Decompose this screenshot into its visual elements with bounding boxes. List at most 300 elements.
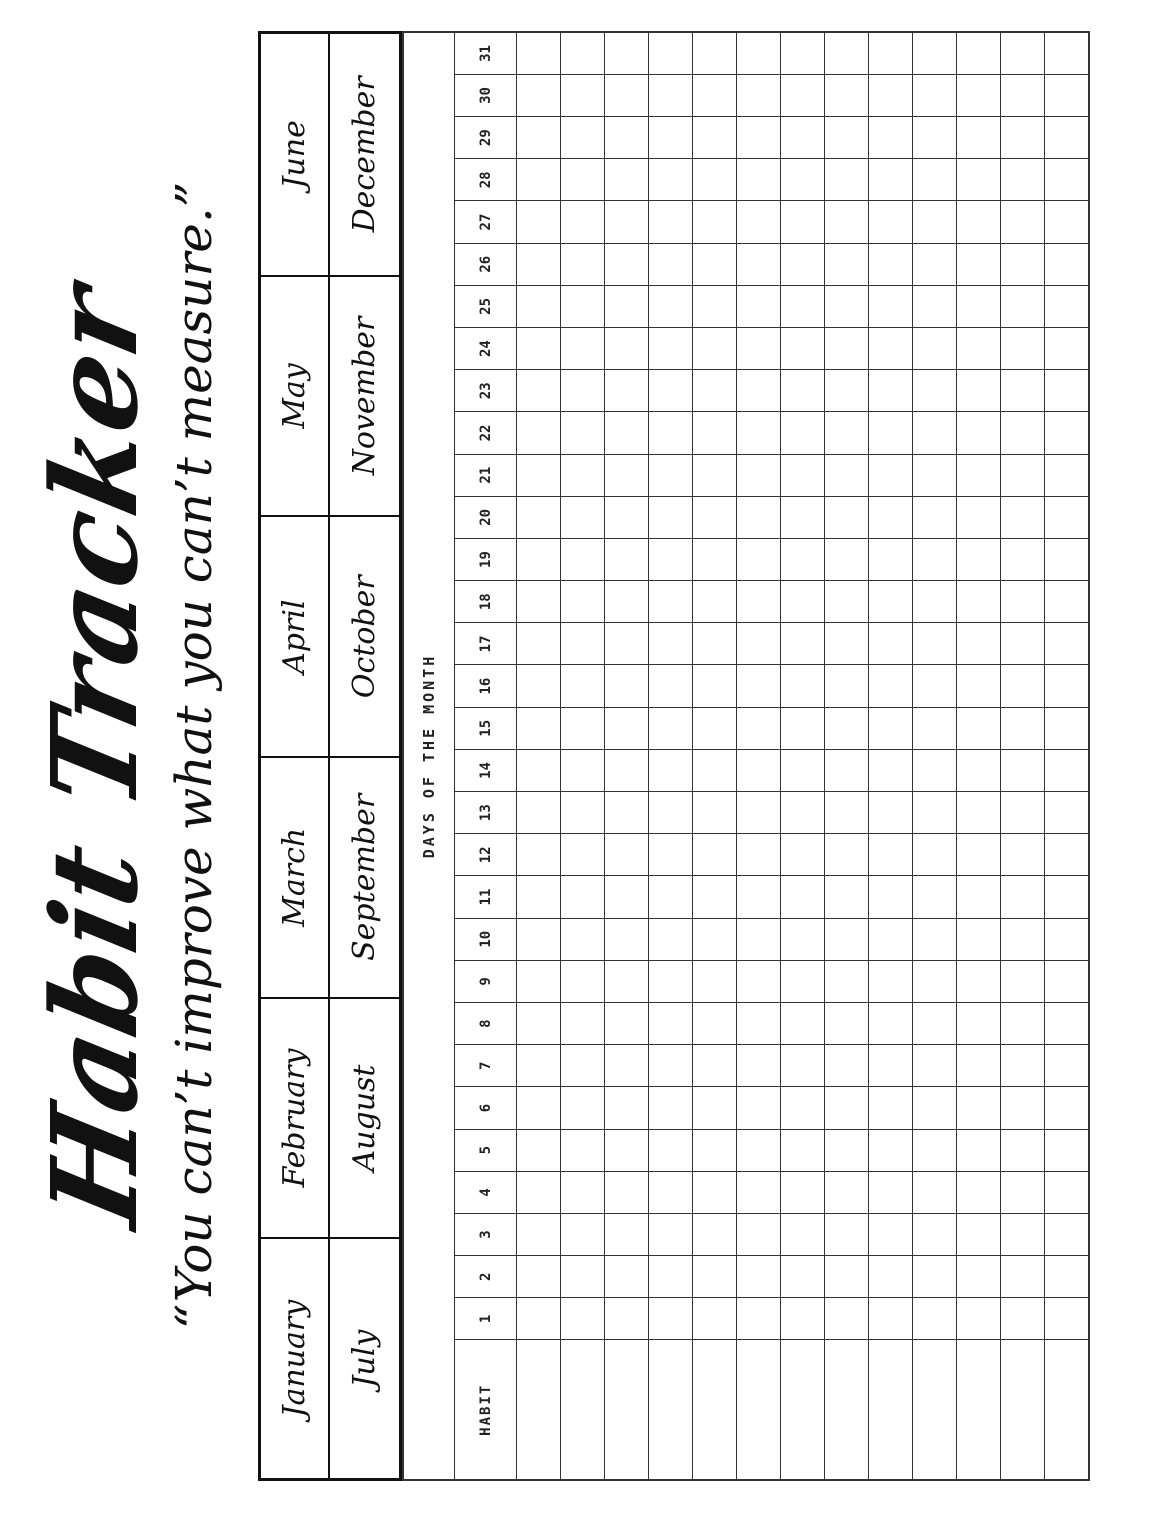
day-checkbox-cell[interactable] bbox=[957, 1256, 1001, 1298]
day-checkbox-cell[interactable] bbox=[913, 370, 957, 412]
day-checkbox-cell[interactable] bbox=[957, 834, 1001, 876]
day-checkbox-cell[interactable] bbox=[517, 285, 561, 327]
day-checkbox-cell[interactable] bbox=[737, 1045, 781, 1087]
day-checkbox-cell[interactable] bbox=[869, 960, 913, 1002]
month-january[interactable]: January bbox=[261, 1237, 330, 1478]
day-checkbox-cell[interactable] bbox=[649, 1129, 693, 1171]
day-checkbox-cell[interactable] bbox=[517, 623, 561, 665]
day-checkbox-cell[interactable] bbox=[517, 370, 561, 412]
day-checkbox-cell[interactable] bbox=[825, 1256, 869, 1298]
day-checkbox-cell[interactable] bbox=[517, 1213, 561, 1255]
day-checkbox-cell[interactable] bbox=[957, 496, 1001, 538]
day-checkbox-cell[interactable] bbox=[649, 201, 693, 243]
day-checkbox-cell[interactable] bbox=[649, 370, 693, 412]
day-checkbox-cell[interactable] bbox=[913, 665, 957, 707]
day-checkbox-cell[interactable] bbox=[517, 834, 561, 876]
day-checkbox-cell[interactable] bbox=[957, 370, 1001, 412]
day-checkbox-cell[interactable] bbox=[1001, 1129, 1045, 1171]
day-checkbox-cell[interactable] bbox=[693, 1298, 737, 1340]
day-checkbox-cell[interactable] bbox=[1001, 792, 1045, 834]
day-checkbox-cell[interactable] bbox=[957, 32, 1001, 74]
day-checkbox-cell[interactable] bbox=[869, 834, 913, 876]
day-checkbox-cell[interactable] bbox=[957, 328, 1001, 370]
day-checkbox-cell[interactable] bbox=[825, 1171, 869, 1213]
day-checkbox-cell[interactable] bbox=[1001, 749, 1045, 791]
day-checkbox-cell[interactable] bbox=[605, 201, 649, 243]
day-checkbox-cell[interactable] bbox=[957, 918, 1001, 960]
day-checkbox-cell[interactable] bbox=[737, 876, 781, 918]
day-checkbox-cell[interactable] bbox=[825, 370, 869, 412]
day-checkbox-cell[interactable] bbox=[913, 1129, 957, 1171]
day-checkbox-cell[interactable] bbox=[605, 1129, 649, 1171]
day-checkbox-cell[interactable] bbox=[825, 243, 869, 285]
day-checkbox-cell[interactable] bbox=[517, 159, 561, 201]
day-checkbox-cell[interactable] bbox=[649, 876, 693, 918]
day-checkbox-cell[interactable] bbox=[825, 1045, 869, 1087]
day-checkbox-cell[interactable] bbox=[957, 665, 1001, 707]
day-checkbox-cell[interactable] bbox=[649, 1045, 693, 1087]
day-checkbox-cell[interactable] bbox=[649, 1087, 693, 1129]
day-checkbox-cell[interactable] bbox=[869, 749, 913, 791]
day-checkbox-cell[interactable] bbox=[1001, 496, 1045, 538]
day-checkbox-cell[interactable] bbox=[561, 74, 605, 116]
day-checkbox-cell[interactable] bbox=[1045, 496, 1090, 538]
day-checkbox-cell[interactable] bbox=[825, 117, 869, 159]
day-checkbox-cell[interactable] bbox=[1045, 581, 1090, 623]
day-checkbox-cell[interactable] bbox=[517, 1171, 561, 1213]
day-checkbox-cell[interactable] bbox=[781, 623, 825, 665]
day-checkbox-cell[interactable] bbox=[737, 201, 781, 243]
day-checkbox-cell[interactable] bbox=[1045, 707, 1090, 749]
day-checkbox-cell[interactable] bbox=[649, 1213, 693, 1255]
day-checkbox-cell[interactable] bbox=[1001, 117, 1045, 159]
day-checkbox-cell[interactable] bbox=[561, 370, 605, 412]
day-checkbox-cell[interactable] bbox=[517, 960, 561, 1002]
day-checkbox-cell[interactable] bbox=[605, 1171, 649, 1213]
day-checkbox-cell[interactable] bbox=[1045, 370, 1090, 412]
day-checkbox-cell[interactable] bbox=[825, 1298, 869, 1340]
day-checkbox-cell[interactable] bbox=[825, 159, 869, 201]
day-checkbox-cell[interactable] bbox=[649, 749, 693, 791]
day-checkbox-cell[interactable] bbox=[913, 328, 957, 370]
day-checkbox-cell[interactable] bbox=[693, 834, 737, 876]
day-checkbox-cell[interactable] bbox=[649, 496, 693, 538]
day-checkbox-cell[interactable] bbox=[605, 1256, 649, 1298]
day-checkbox-cell[interactable] bbox=[737, 960, 781, 1002]
day-checkbox-cell[interactable] bbox=[737, 328, 781, 370]
day-checkbox-cell[interactable] bbox=[825, 834, 869, 876]
day-checkbox-cell[interactable] bbox=[605, 792, 649, 834]
day-checkbox-cell[interactable] bbox=[781, 370, 825, 412]
day-checkbox-cell[interactable] bbox=[825, 1003, 869, 1045]
day-checkbox-cell[interactable] bbox=[781, 665, 825, 707]
day-checkbox-cell[interactable] bbox=[1045, 665, 1090, 707]
day-checkbox-cell[interactable] bbox=[1001, 1256, 1045, 1298]
day-checkbox-cell[interactable] bbox=[693, 370, 737, 412]
day-checkbox-cell[interactable] bbox=[561, 159, 605, 201]
day-checkbox-cell[interactable] bbox=[1001, 370, 1045, 412]
day-checkbox-cell[interactable] bbox=[693, 285, 737, 327]
day-checkbox-cell[interactable] bbox=[825, 749, 869, 791]
day-checkbox-cell[interactable] bbox=[913, 243, 957, 285]
day-checkbox-cell[interactable] bbox=[1045, 1298, 1090, 1340]
day-checkbox-cell[interactable] bbox=[649, 243, 693, 285]
day-checkbox-cell[interactable] bbox=[693, 1129, 737, 1171]
day-checkbox-cell[interactable] bbox=[913, 496, 957, 538]
habit-name-cell[interactable] bbox=[957, 1340, 1001, 1480]
day-checkbox-cell[interactable] bbox=[869, 117, 913, 159]
day-checkbox-cell[interactable] bbox=[1045, 834, 1090, 876]
day-checkbox-cell[interactable] bbox=[869, 876, 913, 918]
day-checkbox-cell[interactable] bbox=[825, 623, 869, 665]
day-checkbox-cell[interactable] bbox=[781, 1003, 825, 1045]
day-checkbox-cell[interactable] bbox=[737, 1171, 781, 1213]
day-checkbox-cell[interactable] bbox=[913, 74, 957, 116]
day-checkbox-cell[interactable] bbox=[1001, 74, 1045, 116]
day-checkbox-cell[interactable] bbox=[825, 792, 869, 834]
day-checkbox-cell[interactable] bbox=[1045, 1256, 1090, 1298]
day-checkbox-cell[interactable] bbox=[781, 834, 825, 876]
habit-name-cell[interactable] bbox=[737, 1340, 781, 1480]
day-checkbox-cell[interactable] bbox=[957, 243, 1001, 285]
day-checkbox-cell[interactable] bbox=[693, 918, 737, 960]
day-checkbox-cell[interactable] bbox=[693, 496, 737, 538]
day-checkbox-cell[interactable] bbox=[825, 707, 869, 749]
day-checkbox-cell[interactable] bbox=[605, 1045, 649, 1087]
day-checkbox-cell[interactable] bbox=[737, 1298, 781, 1340]
day-checkbox-cell[interactable] bbox=[957, 74, 1001, 116]
day-checkbox-cell[interactable] bbox=[561, 1256, 605, 1298]
day-checkbox-cell[interactable] bbox=[869, 581, 913, 623]
day-checkbox-cell[interactable] bbox=[605, 370, 649, 412]
day-checkbox-cell[interactable] bbox=[825, 876, 869, 918]
day-checkbox-cell[interactable] bbox=[561, 117, 605, 159]
day-checkbox-cell[interactable] bbox=[781, 876, 825, 918]
day-checkbox-cell[interactable] bbox=[561, 496, 605, 538]
day-checkbox-cell[interactable] bbox=[913, 285, 957, 327]
day-checkbox-cell[interactable] bbox=[913, 1298, 957, 1340]
day-checkbox-cell[interactable] bbox=[781, 707, 825, 749]
month-november[interactable]: November bbox=[330, 275, 399, 516]
month-august[interactable]: August bbox=[330, 997, 399, 1238]
day-checkbox-cell[interactable] bbox=[605, 834, 649, 876]
day-checkbox-cell[interactable] bbox=[825, 538, 869, 580]
day-checkbox-cell[interactable] bbox=[1001, 1298, 1045, 1340]
day-checkbox-cell[interactable] bbox=[781, 201, 825, 243]
day-checkbox-cell[interactable] bbox=[1045, 159, 1090, 201]
day-checkbox-cell[interactable] bbox=[605, 328, 649, 370]
day-checkbox-cell[interactable] bbox=[737, 834, 781, 876]
day-checkbox-cell[interactable] bbox=[649, 623, 693, 665]
day-checkbox-cell[interactable] bbox=[517, 32, 561, 74]
day-checkbox-cell[interactable] bbox=[913, 1003, 957, 1045]
day-checkbox-cell[interactable] bbox=[1001, 159, 1045, 201]
day-checkbox-cell[interactable] bbox=[1001, 665, 1045, 707]
day-checkbox-cell[interactable] bbox=[957, 749, 1001, 791]
day-checkbox-cell[interactable] bbox=[561, 1171, 605, 1213]
day-checkbox-cell[interactable] bbox=[693, 623, 737, 665]
day-checkbox-cell[interactable] bbox=[1045, 960, 1090, 1002]
day-checkbox-cell[interactable] bbox=[737, 749, 781, 791]
day-checkbox-cell[interactable] bbox=[1001, 328, 1045, 370]
day-checkbox-cell[interactable] bbox=[781, 1129, 825, 1171]
day-checkbox-cell[interactable] bbox=[649, 665, 693, 707]
day-checkbox-cell[interactable] bbox=[517, 243, 561, 285]
day-checkbox-cell[interactable] bbox=[781, 792, 825, 834]
day-checkbox-cell[interactable] bbox=[957, 960, 1001, 1002]
habit-name-cell[interactable] bbox=[1001, 1340, 1045, 1480]
day-checkbox-cell[interactable] bbox=[869, 665, 913, 707]
day-checkbox-cell[interactable] bbox=[517, 328, 561, 370]
day-checkbox-cell[interactable] bbox=[1045, 792, 1090, 834]
day-checkbox-cell[interactable] bbox=[561, 201, 605, 243]
day-checkbox-cell[interactable] bbox=[781, 159, 825, 201]
day-checkbox-cell[interactable] bbox=[649, 1171, 693, 1213]
day-checkbox-cell[interactable] bbox=[649, 1298, 693, 1340]
day-checkbox-cell[interactable] bbox=[1001, 960, 1045, 1002]
day-checkbox-cell[interactable] bbox=[913, 1256, 957, 1298]
day-checkbox-cell[interactable] bbox=[957, 1045, 1001, 1087]
day-checkbox-cell[interactable] bbox=[517, 201, 561, 243]
day-checkbox-cell[interactable] bbox=[869, 454, 913, 496]
habit-name-cell[interactable] bbox=[517, 1340, 561, 1480]
day-checkbox-cell[interactable] bbox=[957, 581, 1001, 623]
day-checkbox-cell[interactable] bbox=[693, 201, 737, 243]
day-checkbox-cell[interactable] bbox=[693, 1003, 737, 1045]
day-checkbox-cell[interactable] bbox=[517, 454, 561, 496]
day-checkbox-cell[interactable] bbox=[781, 454, 825, 496]
day-checkbox-cell[interactable] bbox=[1045, 454, 1090, 496]
day-checkbox-cell[interactable] bbox=[693, 538, 737, 580]
day-checkbox-cell[interactable] bbox=[869, 623, 913, 665]
day-checkbox-cell[interactable] bbox=[869, 918, 913, 960]
day-checkbox-cell[interactable] bbox=[913, 707, 957, 749]
month-february[interactable]: February bbox=[261, 997, 330, 1238]
habit-name-cell[interactable] bbox=[869, 1340, 913, 1480]
day-checkbox-cell[interactable] bbox=[517, 1045, 561, 1087]
day-checkbox-cell[interactable] bbox=[957, 454, 1001, 496]
day-checkbox-cell[interactable] bbox=[1001, 623, 1045, 665]
day-checkbox-cell[interactable] bbox=[1045, 623, 1090, 665]
day-checkbox-cell[interactable] bbox=[781, 581, 825, 623]
day-checkbox-cell[interactable] bbox=[517, 1003, 561, 1045]
day-checkbox-cell[interactable] bbox=[649, 918, 693, 960]
day-checkbox-cell[interactable] bbox=[737, 623, 781, 665]
habit-name-cell[interactable] bbox=[649, 1340, 693, 1480]
day-checkbox-cell[interactable] bbox=[957, 623, 1001, 665]
day-checkbox-cell[interactable] bbox=[913, 1213, 957, 1255]
day-checkbox-cell[interactable] bbox=[517, 1087, 561, 1129]
day-checkbox-cell[interactable] bbox=[605, 1298, 649, 1340]
day-checkbox-cell[interactable] bbox=[869, 1045, 913, 1087]
day-checkbox-cell[interactable] bbox=[737, 665, 781, 707]
day-checkbox-cell[interactable] bbox=[649, 74, 693, 116]
day-checkbox-cell[interactable] bbox=[737, 918, 781, 960]
day-checkbox-cell[interactable] bbox=[561, 538, 605, 580]
day-checkbox-cell[interactable] bbox=[1001, 1045, 1045, 1087]
day-checkbox-cell[interactable] bbox=[605, 159, 649, 201]
day-checkbox-cell[interactable] bbox=[605, 665, 649, 707]
month-march[interactable]: March bbox=[261, 756, 330, 997]
day-checkbox-cell[interactable] bbox=[781, 1171, 825, 1213]
day-checkbox-cell[interactable] bbox=[737, 370, 781, 412]
day-checkbox-cell[interactable] bbox=[693, 1171, 737, 1213]
day-checkbox-cell[interactable] bbox=[517, 538, 561, 580]
day-checkbox-cell[interactable] bbox=[605, 243, 649, 285]
day-checkbox-cell[interactable] bbox=[825, 960, 869, 1002]
day-checkbox-cell[interactable] bbox=[957, 1213, 1001, 1255]
day-checkbox-cell[interactable] bbox=[781, 960, 825, 1002]
day-checkbox-cell[interactable] bbox=[517, 707, 561, 749]
day-checkbox-cell[interactable] bbox=[869, 159, 913, 201]
day-checkbox-cell[interactable] bbox=[561, 792, 605, 834]
day-checkbox-cell[interactable] bbox=[561, 1045, 605, 1087]
day-checkbox-cell[interactable] bbox=[913, 876, 957, 918]
day-checkbox-cell[interactable] bbox=[561, 749, 605, 791]
day-checkbox-cell[interactable] bbox=[693, 1256, 737, 1298]
day-checkbox-cell[interactable] bbox=[869, 328, 913, 370]
day-checkbox-cell[interactable] bbox=[561, 581, 605, 623]
habit-name-cell[interactable] bbox=[561, 1340, 605, 1480]
day-checkbox-cell[interactable] bbox=[605, 623, 649, 665]
day-checkbox-cell[interactable] bbox=[913, 792, 957, 834]
day-checkbox-cell[interactable] bbox=[693, 412, 737, 454]
day-checkbox-cell[interactable] bbox=[825, 1213, 869, 1255]
day-checkbox-cell[interactable] bbox=[869, 707, 913, 749]
day-checkbox-cell[interactable] bbox=[781, 412, 825, 454]
day-checkbox-cell[interactable] bbox=[517, 1256, 561, 1298]
day-checkbox-cell[interactable] bbox=[825, 454, 869, 496]
day-checkbox-cell[interactable] bbox=[781, 285, 825, 327]
day-checkbox-cell[interactable] bbox=[913, 1087, 957, 1129]
day-checkbox-cell[interactable] bbox=[561, 918, 605, 960]
day-checkbox-cell[interactable] bbox=[913, 623, 957, 665]
day-checkbox-cell[interactable] bbox=[737, 74, 781, 116]
day-checkbox-cell[interactable] bbox=[825, 32, 869, 74]
day-checkbox-cell[interactable] bbox=[737, 538, 781, 580]
day-checkbox-cell[interactable] bbox=[737, 496, 781, 538]
day-checkbox-cell[interactable] bbox=[561, 665, 605, 707]
day-checkbox-cell[interactable] bbox=[957, 201, 1001, 243]
day-checkbox-cell[interactable] bbox=[869, 74, 913, 116]
day-checkbox-cell[interactable] bbox=[1001, 1003, 1045, 1045]
day-checkbox-cell[interactable] bbox=[913, 918, 957, 960]
day-checkbox-cell[interactable] bbox=[825, 496, 869, 538]
month-october[interactable]: October bbox=[330, 515, 399, 756]
day-checkbox-cell[interactable] bbox=[781, 243, 825, 285]
day-checkbox-cell[interactable] bbox=[1001, 918, 1045, 960]
day-checkbox-cell[interactable] bbox=[913, 834, 957, 876]
day-checkbox-cell[interactable] bbox=[1001, 201, 1045, 243]
day-checkbox-cell[interactable] bbox=[649, 285, 693, 327]
day-checkbox-cell[interactable] bbox=[957, 412, 1001, 454]
day-checkbox-cell[interactable] bbox=[737, 412, 781, 454]
day-checkbox-cell[interactable] bbox=[913, 412, 957, 454]
day-checkbox-cell[interactable] bbox=[605, 918, 649, 960]
day-checkbox-cell[interactable] bbox=[561, 243, 605, 285]
day-checkbox-cell[interactable] bbox=[781, 749, 825, 791]
day-checkbox-cell[interactable] bbox=[781, 1213, 825, 1255]
day-checkbox-cell[interactable] bbox=[737, 454, 781, 496]
habit-name-cell[interactable] bbox=[825, 1340, 869, 1480]
day-checkbox-cell[interactable] bbox=[913, 117, 957, 159]
day-checkbox-cell[interactable] bbox=[781, 1298, 825, 1340]
day-checkbox-cell[interactable] bbox=[649, 1003, 693, 1045]
day-checkbox-cell[interactable] bbox=[517, 117, 561, 159]
day-checkbox-cell[interactable] bbox=[517, 749, 561, 791]
day-checkbox-cell[interactable] bbox=[869, 1087, 913, 1129]
day-checkbox-cell[interactable] bbox=[561, 1213, 605, 1255]
day-checkbox-cell[interactable] bbox=[737, 1256, 781, 1298]
day-checkbox-cell[interactable] bbox=[869, 370, 913, 412]
day-checkbox-cell[interactable] bbox=[561, 707, 605, 749]
day-checkbox-cell[interactable] bbox=[605, 32, 649, 74]
day-checkbox-cell[interactable] bbox=[957, 1171, 1001, 1213]
day-checkbox-cell[interactable] bbox=[693, 32, 737, 74]
day-checkbox-cell[interactable] bbox=[869, 412, 913, 454]
day-checkbox-cell[interactable] bbox=[605, 707, 649, 749]
day-checkbox-cell[interactable] bbox=[649, 581, 693, 623]
day-checkbox-cell[interactable] bbox=[1045, 1213, 1090, 1255]
day-checkbox-cell[interactable] bbox=[605, 454, 649, 496]
day-checkbox-cell[interactable] bbox=[781, 1045, 825, 1087]
day-checkbox-cell[interactable] bbox=[869, 243, 913, 285]
day-checkbox-cell[interactable] bbox=[605, 1087, 649, 1129]
day-checkbox-cell[interactable] bbox=[517, 1129, 561, 1171]
day-checkbox-cell[interactable] bbox=[1001, 876, 1045, 918]
day-checkbox-cell[interactable] bbox=[825, 328, 869, 370]
day-checkbox-cell[interactable] bbox=[957, 792, 1001, 834]
day-checkbox-cell[interactable] bbox=[1001, 581, 1045, 623]
day-checkbox-cell[interactable] bbox=[517, 1298, 561, 1340]
day-checkbox-cell[interactable] bbox=[825, 74, 869, 116]
habit-name-cell[interactable] bbox=[605, 1340, 649, 1480]
day-checkbox-cell[interactable] bbox=[649, 960, 693, 1002]
day-checkbox-cell[interactable] bbox=[825, 201, 869, 243]
day-checkbox-cell[interactable] bbox=[957, 876, 1001, 918]
day-checkbox-cell[interactable] bbox=[693, 876, 737, 918]
habit-name-cell[interactable] bbox=[913, 1340, 957, 1480]
day-checkbox-cell[interactable] bbox=[693, 74, 737, 116]
day-checkbox-cell[interactable] bbox=[781, 1256, 825, 1298]
day-checkbox-cell[interactable] bbox=[693, 328, 737, 370]
day-checkbox-cell[interactable] bbox=[913, 32, 957, 74]
day-checkbox-cell[interactable] bbox=[957, 707, 1001, 749]
day-checkbox-cell[interactable] bbox=[605, 1003, 649, 1045]
day-checkbox-cell[interactable] bbox=[693, 792, 737, 834]
day-checkbox-cell[interactable] bbox=[649, 412, 693, 454]
day-checkbox-cell[interactable] bbox=[561, 285, 605, 327]
day-checkbox-cell[interactable] bbox=[693, 665, 737, 707]
day-checkbox-cell[interactable] bbox=[1001, 834, 1045, 876]
day-checkbox-cell[interactable] bbox=[781, 117, 825, 159]
day-checkbox-cell[interactable] bbox=[1045, 32, 1090, 74]
day-checkbox-cell[interactable] bbox=[1045, 1129, 1090, 1171]
day-checkbox-cell[interactable] bbox=[693, 1045, 737, 1087]
day-checkbox-cell[interactable] bbox=[869, 1298, 913, 1340]
day-checkbox-cell[interactable] bbox=[517, 792, 561, 834]
day-checkbox-cell[interactable] bbox=[649, 328, 693, 370]
day-checkbox-cell[interactable] bbox=[561, 454, 605, 496]
day-checkbox-cell[interactable] bbox=[781, 32, 825, 74]
day-checkbox-cell[interactable] bbox=[1045, 201, 1090, 243]
habit-name-cell[interactable] bbox=[693, 1340, 737, 1480]
day-checkbox-cell[interactable] bbox=[517, 665, 561, 707]
day-checkbox-cell[interactable] bbox=[825, 412, 869, 454]
habit-name-cell[interactable] bbox=[1045, 1340, 1090, 1480]
day-checkbox-cell[interactable] bbox=[1045, 749, 1090, 791]
day-checkbox-cell[interactable] bbox=[1045, 328, 1090, 370]
